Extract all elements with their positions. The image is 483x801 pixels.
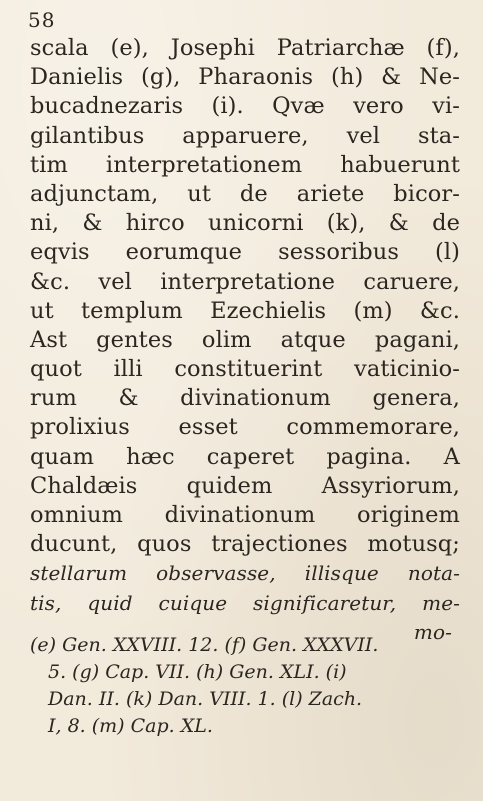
footnote-line: 5. (g) Cap. VII. (h) Gen. XLI. (i): [48, 661, 347, 683]
catchword: mo-: [413, 619, 452, 644]
text-line: eqvis eorumque sessoribus (l): [30, 239, 460, 266]
footnote-line: Dan. II. (k) Dan. VIII. 1. (l) Zach.: [48, 688, 363, 710]
text-line: &c. vel interpretatione caruere,: [30, 268, 460, 295]
text-line-italic: stellarum observasse, illisque nota-: [30, 561, 460, 586]
text-line-italic: tis, quid cuique significaretur, me-: [30, 590, 460, 615]
text-line: bucadnezaris (i). Qvæ vero vi-: [30, 93, 460, 120]
text-line: quam hæc caperet pagina. A: [30, 443, 460, 470]
page-number: 58: [28, 8, 56, 32]
text-line: adjunctam, ut de ariete bicor-: [30, 180, 460, 207]
text-line: ducunt, quos trajectiones motusq;: [30, 531, 460, 558]
text-line: ut templum Ezechielis (m) &c.: [30, 297, 460, 324]
text-line: rum & divinationum genera,: [30, 385, 460, 412]
footnote-line: I, 8. (m) Cap. XL.: [48, 715, 213, 737]
text-line: prolixius esset commemorare,: [30, 414, 460, 441]
text-line: quot illi constituerint vaticinio-: [30, 356, 460, 383]
text-line: gilantibus apparuere, vel sta-: [30, 122, 460, 149]
text-line: omnium divinationum originem: [30, 502, 460, 528]
text-line: ni, & hirco unicorni (k), & de: [30, 210, 460, 237]
main-text: [30, 34, 460, 647]
footnotes: [30, 632, 460, 740]
footnote-line: (e) Gen. XXVIII. 12. (f) Gen. XXXVII.: [30, 634, 379, 656]
text-line: scala (e), Josephi Patriarchæ (f),: [30, 35, 460, 61]
text-line: tim interpretationem habuerunt: [30, 151, 460, 178]
text-line: Danielis (g), Pharaonis (h) & Ne-: [30, 64, 460, 91]
text-line: Ast gentes olim atque pagani,: [30, 326, 460, 353]
text-line: Chaldæis quidem Assyriorum,: [30, 472, 460, 499]
